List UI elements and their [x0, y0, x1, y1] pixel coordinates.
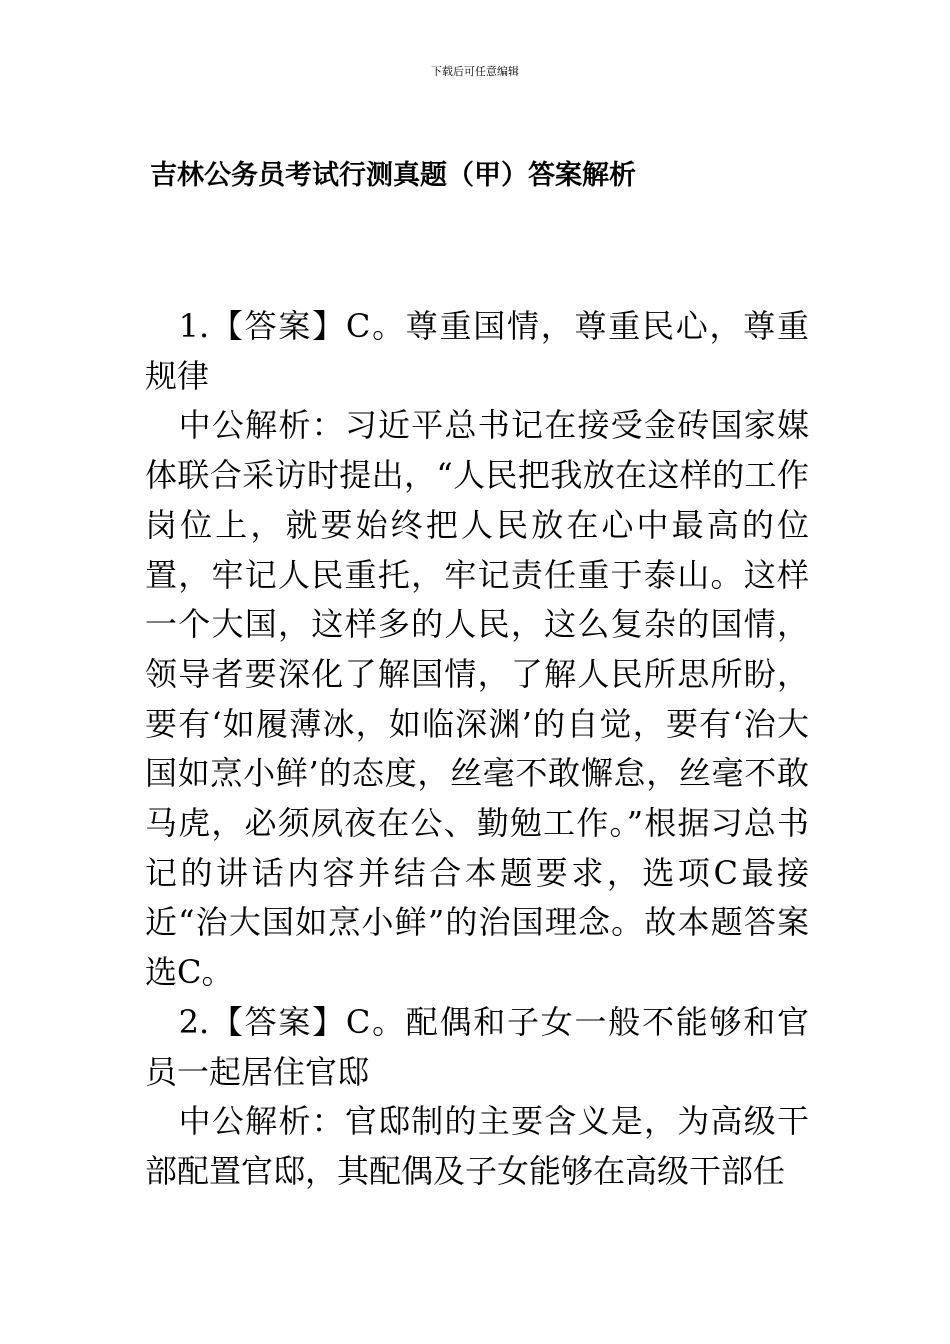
page-header-note: 下载后可任意编辑: [431, 65, 519, 78]
document-body: [145, 302, 809, 1197]
answer-2-heading: 2.【答案】C。配偶和子女一般不能够和官员一起居住官邸: [145, 1002, 809, 1091]
answer-2-analysis: 中公解析：官邸制的主要含义是，为高级干部配置官邸，其配偶及子女能够在高级干部任: [145, 1102, 809, 1190]
document-title: 吉林公务员考试行测真题（甲）答案解析: [150, 160, 636, 191]
answer-1-heading: 1.【答案】C。尊重国情，尊重民心，尊重规律: [145, 307, 809, 395]
answer-1-analysis: 中公解析：习近平总书记在接受金砖国家媒体联合采访时提出，“人民把我放在这样的工作岗位上，就要始终把人民放在心中最高的位置，牢记人民重托，牢记责任重于泰山。这样一个大国，这样多的人民，这么复杂的国情，领导者要深化了解国情，了解人民所思所盼，要有‘如履薄冰，如临深渊’的自觉，要有‘治大国如烹小鲜’的态度，丝毫不敢懈怠，丝毫不敢马虎，必须夙夜在公、勤勉工作。”根据习总书记的讲话内容并结合本题要求，选项C最接近“治大国如烹小鲜”的治国理念。故本题答案选C。: [145, 406, 809, 992]
